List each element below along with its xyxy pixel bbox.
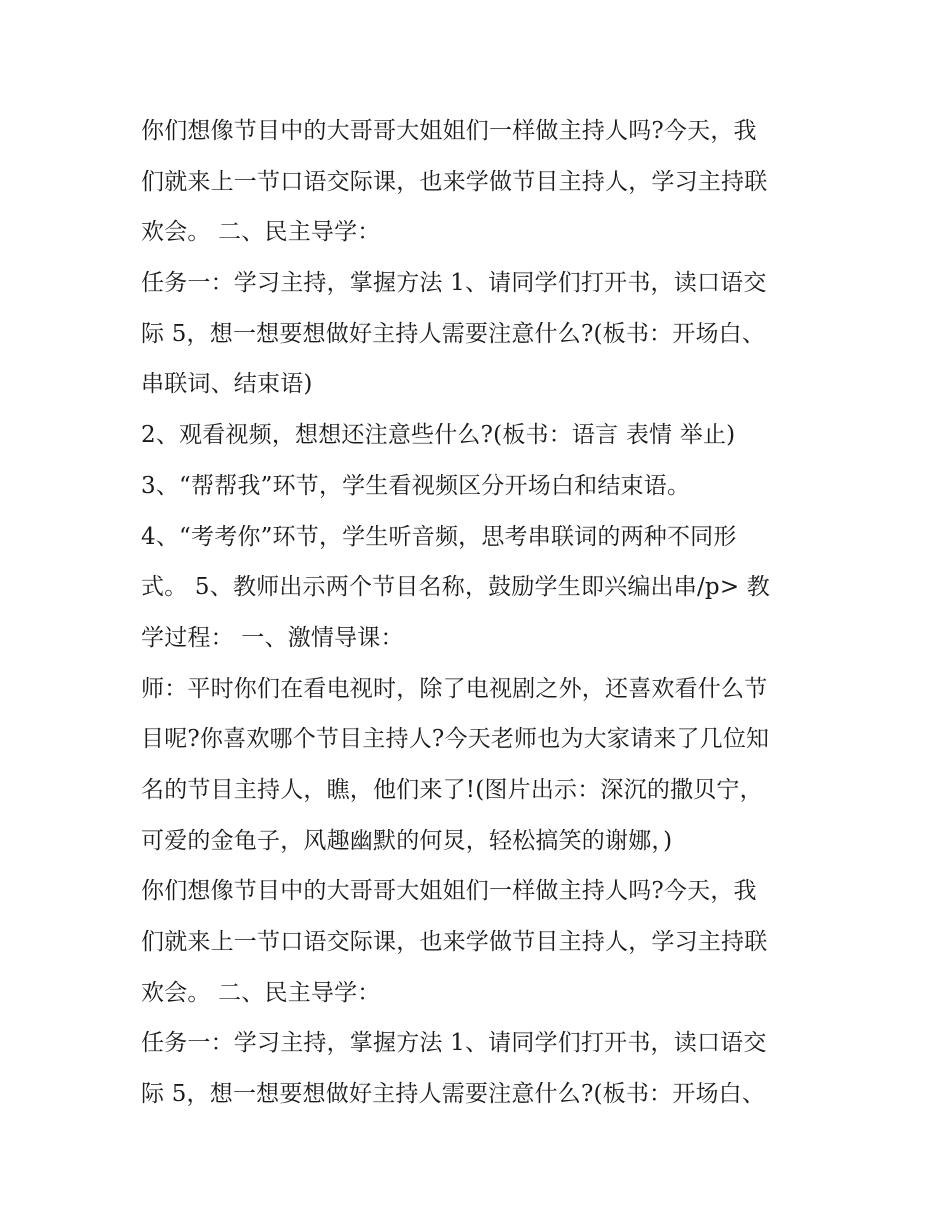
- text-line: 际 5，想一想要想做好主持人需要注意什么?(板书：开场白、: [141, 1081, 766, 1108]
- text-line: 师：平时你们在看电视时，除了电视剧之外，还喜欢看什么节: [141, 675, 768, 702]
- text-line: 3、“帮帮我”环节，学生看视频区分开场白和结束语。: [141, 472, 691, 499]
- text-line: 欢会。 二、民主导学：: [141, 979, 381, 1006]
- text-line: 们就来上一节口语交际课，也来学做节目主持人，学习主持联: [141, 929, 768, 955]
- text-line: 任务一：学习主持，掌握方法 1、请同学们打开书，读口语交: [141, 1030, 767, 1057]
- text-line: 欢会。 二、民主导学：: [141, 219, 381, 246]
- document-body: [141, 106, 821, 1120]
- text-line: 式。 5、教师出示两个节目名称，鼓励学生即兴编出串/p> 教: [141, 574, 770, 601]
- text-line: 可爱的金龟子，风趣幽默的何炅，轻松搞笑的谢娜，): [141, 827, 673, 854]
- text-line: 际 5，想一想要想做好主持人需要注意什么?(板书：开场白、: [141, 320, 766, 347]
- text-line: 你们想像节目中的大哥哥大姐姐们一样做主持人吗?今天，我: [141, 118, 757, 144]
- text-line: 学过程： 一、激情导课：: [141, 624, 404, 651]
- text-line: 2、观看视频，想想还注意些什么?(板书：语言 表情 举止): [141, 422, 736, 449]
- text-line: 目呢?你喜欢哪个节目主持人?今天老师也为大家请来了几位知: [141, 726, 770, 753]
- text-line: 们就来上一节口语交际课，也来学做节目主持人，学习主持联: [141, 168, 768, 195]
- text-line: 4、“考考你”环节，学生听音频，思考串联词的两种不同形: [141, 523, 737, 550]
- text-line: 串联词、结束语): [141, 371, 313, 398]
- text-line: 名的节目主持人，瞧，他们来了!(图片出示：深沉的撒贝宁，: [141, 776, 763, 803]
- text-line: 任务一：学习主持，掌握方法 1、请同学们打开书，读口语交: [141, 270, 767, 297]
- text-line: 你们想像节目中的大哥哥大姐姐们一样做主持人吗?今天，我: [141, 878, 757, 905]
